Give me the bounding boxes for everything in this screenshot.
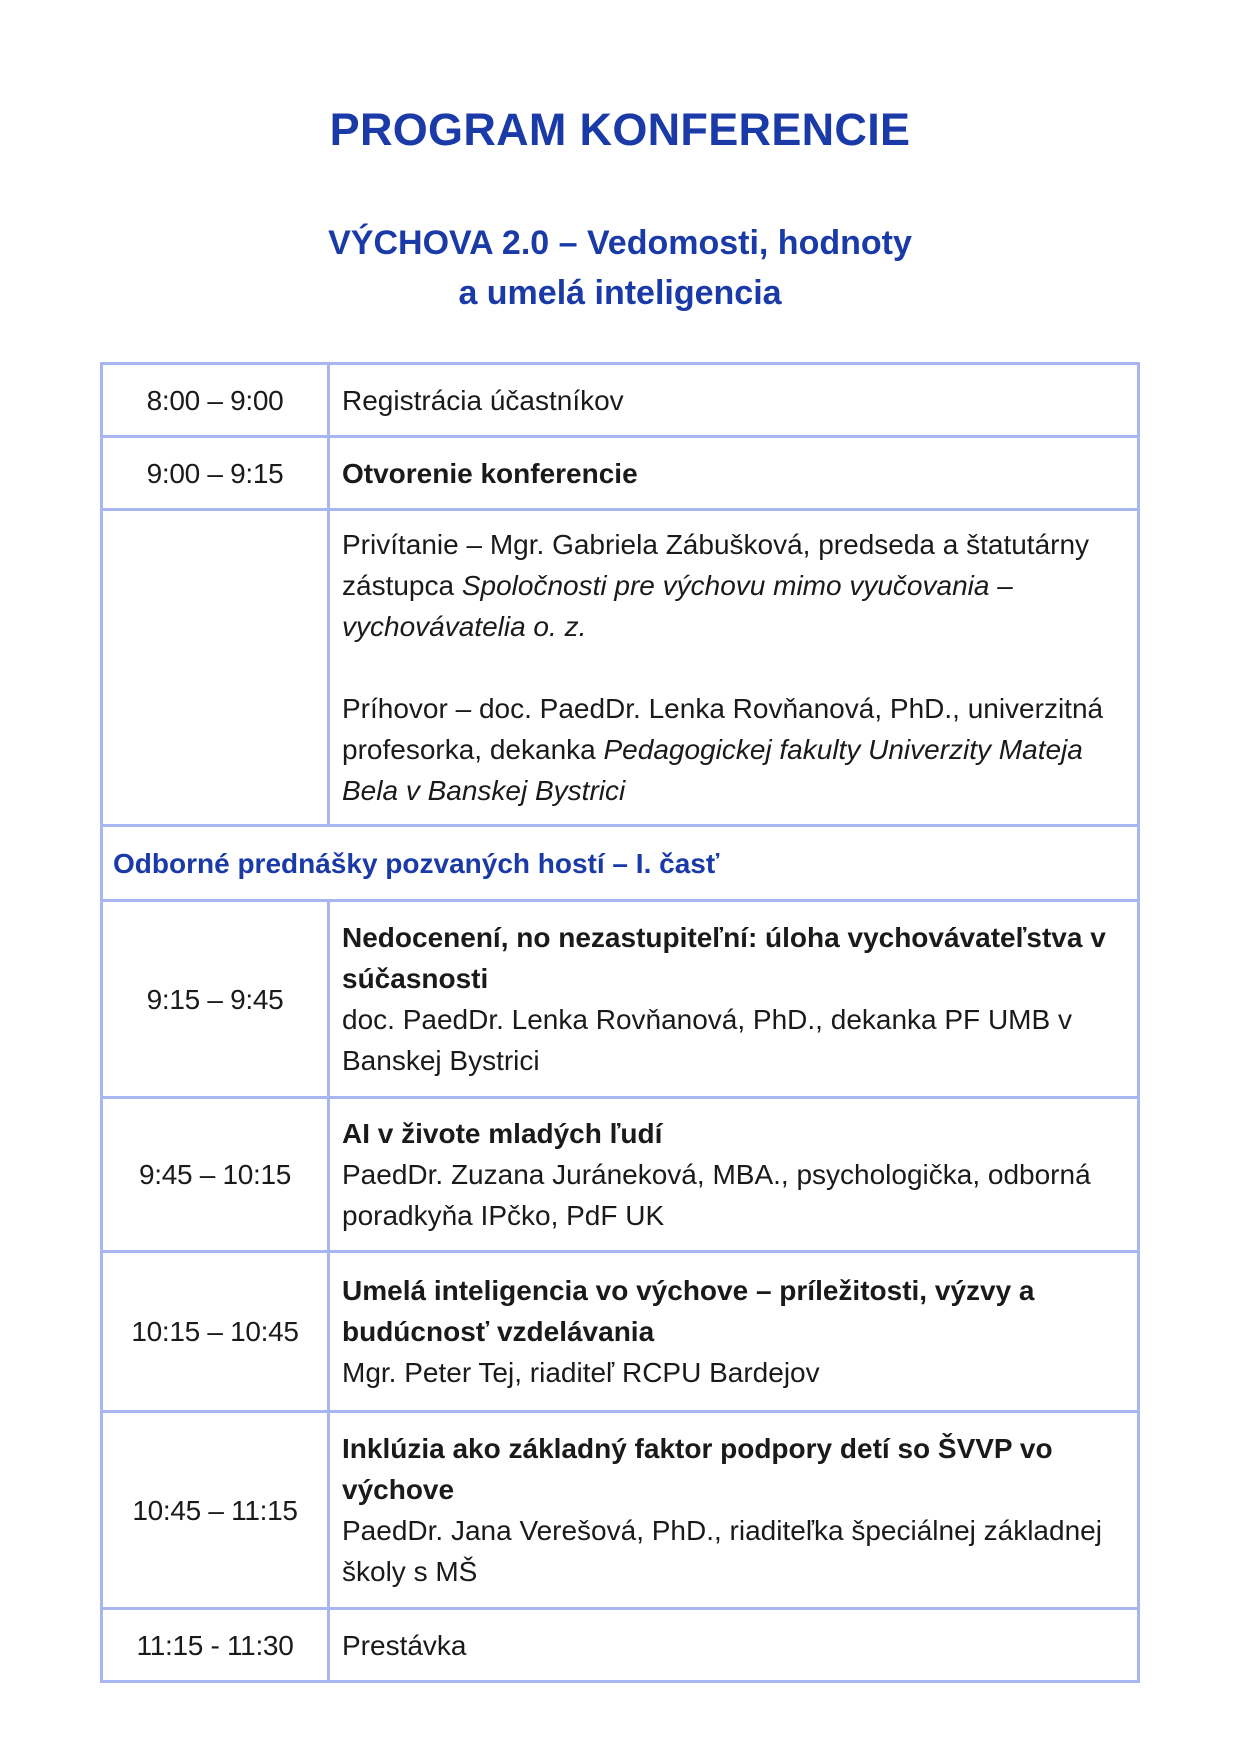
talk-title: AI v živote mladých ľudí bbox=[342, 1118, 663, 1149]
welcome-speeches bbox=[329, 510, 1139, 826]
time-cell: 11:15 - 11:30 bbox=[102, 1609, 329, 1682]
talk-cell bbox=[329, 901, 1139, 1098]
table-row bbox=[102, 1412, 1139, 1609]
agenda-item: Prestávka bbox=[329, 1609, 1139, 1682]
address-organization: Pedagogickej fakulty Univerzity Mateja Bela v Banskej Bystrici bbox=[342, 734, 1083, 806]
time-cell: 9:00 – 9:15 bbox=[102, 437, 329, 510]
talk-speaker: Mgr. Peter Tej, riaditeľ RCPU Bardejov bbox=[342, 1357, 820, 1388]
talk-title: Nedocenení, no nezastupiteľní: úloha vychovávateľstva v súčasnosti bbox=[342, 922, 1106, 994]
table-row bbox=[102, 437, 1139, 510]
table-row bbox=[102, 364, 1139, 437]
agenda-item: Registrácia účastníkov bbox=[329, 364, 1139, 437]
agenda-item: Otvorenie konferencie bbox=[329, 437, 1139, 510]
time-cell: 9:15 – 9:45 bbox=[102, 901, 329, 1098]
talk-speaker: PaedDr. Jana Verešová, PhD., riaditeľka špeciálnej základnej školy s MŠ bbox=[342, 1515, 1102, 1587]
time-cell: 8:00 – 9:00 bbox=[102, 364, 329, 437]
table-row bbox=[102, 1098, 1139, 1252]
welcome-organization: Spoločnosti pre výchovu mimo vyučovania – vychovávatelia o. z. bbox=[342, 570, 1013, 642]
subtitle-line-2: a umelá inteligencia bbox=[458, 274, 782, 312]
talk-cell bbox=[329, 1098, 1139, 1252]
subtitle-line-1: VÝCHOVA 2.0 – Vedomosti, hodnoty bbox=[328, 224, 912, 262]
time-cell: 10:15 – 10:45 bbox=[102, 1252, 329, 1412]
talk-title: Umelá inteligencia vo výchove – príležitosti, výzvy a budúcnosť vzdelávania bbox=[342, 1275, 1035, 1347]
welcome-speech bbox=[342, 524, 1125, 647]
talk-title: Inklúzia ako základný faktor podpory detí so ŠVVP vo výchove bbox=[342, 1433, 1053, 1505]
section-heading: Odborné prednášky pozvaných hostí – I. časť bbox=[102, 826, 1139, 901]
welcome-speech-text: Privítanie – Mgr. Gabriela Zábušková, predseda a štatutárny zástupca bbox=[342, 529, 1090, 601]
opening-address bbox=[342, 688, 1125, 811]
talk-cell bbox=[329, 1252, 1139, 1412]
spacer bbox=[342, 647, 1125, 688]
table-row bbox=[102, 901, 1139, 1098]
opening-address-text: Príhovor – doc. PaedDr. Lenka Rovňanová, PhD., univerzitná profesorka, dekanka bbox=[342, 693, 1104, 765]
time-cell-empty bbox=[102, 510, 329, 826]
talk-speaker: PaedDr. Zuzana Juráneková, MBA., psychologička, odborná poradkyňa IPčko, PdF UK bbox=[342, 1159, 1091, 1231]
program-table bbox=[100, 362, 1140, 1683]
conference-subtitle bbox=[0, 218, 1240, 318]
talk-speaker: doc. PaedDr. Lenka Rovňanová, PhD., dekanka PF UMB v Banskej Bystrici bbox=[342, 1004, 1072, 1076]
table-row bbox=[102, 826, 1139, 901]
table-row bbox=[102, 510, 1139, 826]
talk-cell bbox=[329, 1412, 1139, 1609]
time-cell: 10:45 – 11:15 bbox=[102, 1412, 329, 1609]
table-row bbox=[102, 1252, 1139, 1412]
time-cell: 9:45 – 10:15 bbox=[102, 1098, 329, 1252]
page-title: PROGRAM KONFERENCIE bbox=[329, 104, 911, 155]
table-row bbox=[102, 1609, 1139, 1682]
